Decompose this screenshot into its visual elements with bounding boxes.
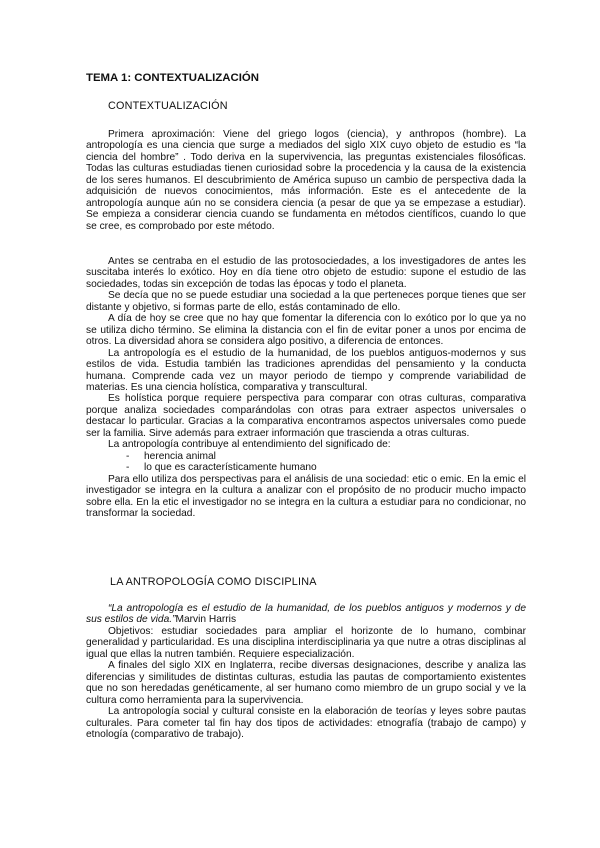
document-title: TEMA 1: CONTEXTUALIZACIÓN (86, 72, 259, 84)
paragraph: Es holística porque requiere perspectiva para comparar con otras culturas, comparativa porque analiza sociedades comparándolas con otras para extraer aspectos universales o destacar lo particular. Gracias a la comparativa encontramos aspectos universales como puede ser la familia. Sirve además para extraer información que trascienda a otras culturas. (86, 393, 526, 439)
paragraph: Se decía que no se puede estudiar una sociedad a la que perteneces porque tienes que ser distante y objetivo, si formas parte de ello, estás contaminado de ello. (86, 290, 526, 313)
section-heading-contextualizacion: CONTEXTUALIZACIÓN (108, 100, 228, 112)
paragraph: La antropología social y cultural consiste en la elaboración de teorías y leyes sobre pautas culturales. Para cometer tal fin hay dos tipos de actividades: etnografía (trabajo de campo) y etnología (comparativo de trabajo). (86, 706, 526, 740)
paragraph: La antropología contribuye al entendimiento del significado de: (108, 439, 391, 451)
section-disciplina-body (86, 603, 526, 740)
list-item (86, 451, 526, 462)
section-contextualizacion-body (86, 256, 526, 519)
section-heading-disciplina: LA ANTROPOLOGÍA COMO DISCIPLINA (110, 576, 317, 588)
paragraph: Primera aproximación: Viene del griego logos (ciencia), y anthropos (hombre). La antropología es una ciencia que surge a mediados del siglo XIX cuyo objeto de estudio es “la ciencia del hombre” . Todo deriva en la supervivencia, las preguntas existenciales filosóficas. Todas las culturas estudiadas tienen curiosidad sobre la procedencia y la causa de la existencia de los seres humanos. El descubrimiento de América supuso un cambio de perspectiva dada la adquisición de nuevos conocimientos, más información. Este es el antecedente de la antropología aunque aún no se considera ciencia (a pesar de que ya se empezase a estudiar). Se empieza a considerar ciencia cuando se fundamenta en métodos científicos, cuando lo que se cree, es comprobado por este método. (86, 129, 526, 232)
paragraph: A día de hoy se cree que no hay que fomentar la diferencia con lo exótico por lo que ya no se utiliza dicho término. Se elimina la distancia con el fin de evitar poner a unos por encima de otros. La diversidad ahora se considera algo positivo, a diferencia de entonces. (86, 313, 526, 348)
quote-text: “La antropología es el estudio de la humanidad, de los pueblos antiguos y modernos y de sus estilos de vida.” (86, 603, 526, 626)
paragraph: La antropología es el estudio de la humanidad, de los pueblos antiguos-modernos y sus estilos de vida. Estudia también las tradiciones aprendidas del pensamiento y la conducta humana. Comprende cada vez un mayor periodo de tiempo y comprende variabilidad de materias. Es una ciencia holística, comparativa y transcultural. (86, 347, 526, 393)
quote-author: Marvin Harris (175, 614, 237, 626)
paragraph: Objetivos: estudiar sociedades para ampliar el horizonte de lo humano, combinar generalidad y particularidad. Es una disciplina interdisciplinaria ya que nutre a otras disciplinas al igual que ellas la nutren también. Requiere especialización. (86, 625, 526, 660)
dash-bullet: - (126, 462, 130, 474)
paragraph: Antes se centraba en el estudio de las protosociedades, a los investigadores de antes les suscitaba interés lo exótico. Hoy en día tiene otro objeto de estudio: supone el estudio de las sociedades, todas sin excepción de todas las épocas y todo el planeta. (86, 256, 526, 290)
paragraph: Para ello utiliza dos perspectivas para el análisis de una sociedad: etic o emic. En la emic el investigador se integra en la cultura a analizar con el propósito de no producir mucho impacto sobre ella. En la etic el investigador no se integra en la cultura a estudiar para no condicionar, no transformar la sociedad. (86, 473, 526, 519)
quote-paragraph (86, 603, 526, 626)
list-item (86, 462, 526, 473)
section-contextualizacion-intro (86, 129, 526, 232)
list-item-text: lo que es característicamente humano (144, 462, 317, 474)
bullet-list (86, 451, 526, 474)
paragraph: A finales del siglo XIX en Inglaterra, recibe diversas designaciones, describe y analiza las diferencias y similitudes de distintas culturas, estudia las pautas de comportamiento existentes que no son heredadas genéticamente, al ser humano como miembro de un grupo social y ve la cultura como herramienta para la supervivencia. (86, 660, 526, 706)
dash-bullet: - (126, 450, 130, 462)
list-item-text: herencia animal (144, 450, 216, 462)
